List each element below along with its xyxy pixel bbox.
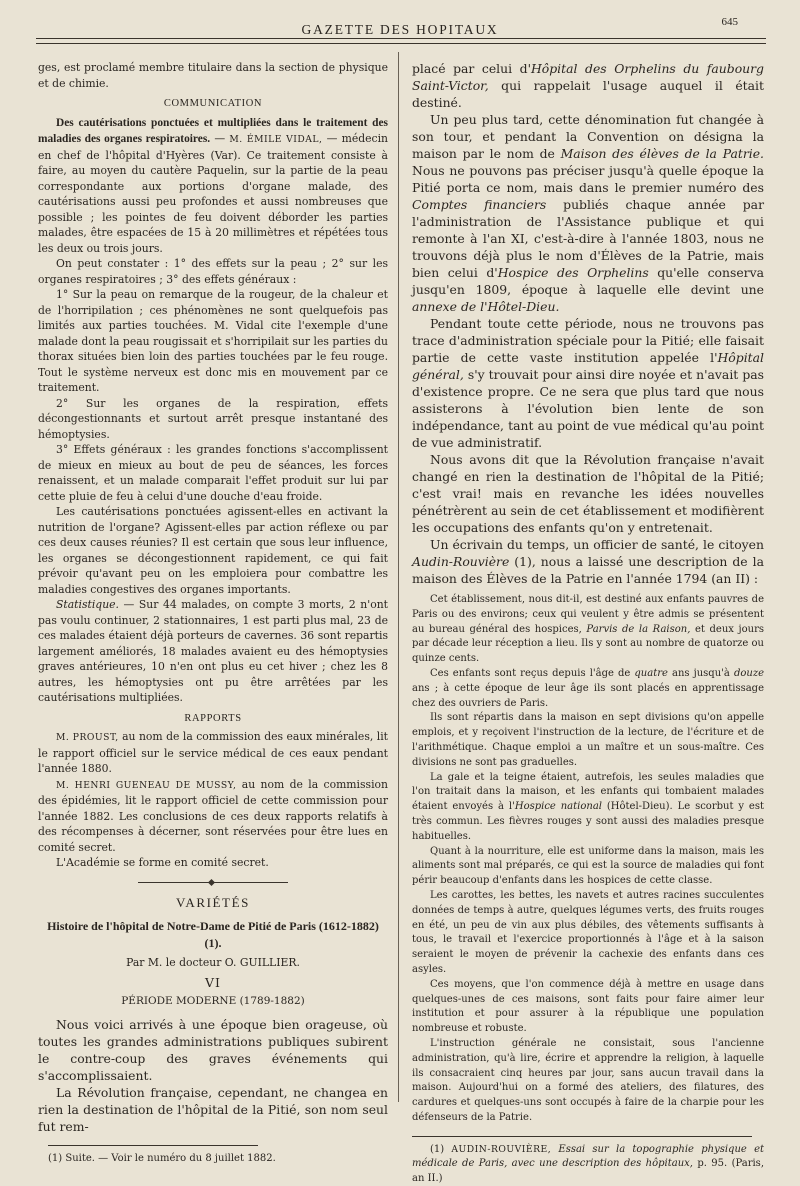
quote-p2-italic-2: douze bbox=[733, 667, 765, 679]
right-p2-c: publiés chaque année par l'administration de l'Assistance publique et qui remonte à l'an XI, c'est-à-dire à l'année 1803, nous ne trouvons déjà plus le nom d'Élèves de la Patrie, mais bien celui d' bbox=[412, 197, 764, 280]
right-p1-italic: Hôpital des Orphelins du faubourg Saint-Victor, bbox=[412, 61, 764, 93]
report-gueneau-name: M. HENRI GUENEAU DE MUSSY, bbox=[56, 779, 237, 791]
right-p5-italic: Audin-Rouvière bbox=[412, 554, 510, 569]
statistics-label: Statistique. bbox=[56, 598, 119, 611]
article-p1: — médecin en chef de l'hôpital d'Hyères (Var). Ce traitement consiste à faire, au moyen du cautère Paquelin, sur la partie de la peau correspondante aux portions d'organe malade, des cautérisations aussi peu profondes et aussi nombreuses que possible ; les pointes de feu doivent déborder les parties malades, être espacées de 15 à 20 millimètres et répétées tous les deux ou trois jours. bbox=[38, 132, 389, 255]
quote-p1 bbox=[412, 593, 764, 667]
article-body-start: — bbox=[214, 132, 230, 145]
right-p1-b: qui rappelait l'usage auquel il était destiné. bbox=[412, 78, 764, 110]
history-title: Histoire de l'hôpital de Notre-Dame de Pitié de Paris (1612-1882) (1). bbox=[47, 919, 379, 950]
rapports-heading: RAPPORTS bbox=[184, 712, 242, 724]
quote-p1-b: et deux jours par décade leur réception a lieu. Ils y sont au nombre de quatorze ou quinze cents. bbox=[412, 623, 764, 665]
right-p5 bbox=[412, 536, 764, 587]
right-p1-a: placé par celui d' bbox=[412, 61, 531, 76]
right-p3-italic: Hôpital général, bbox=[412, 350, 764, 382]
varietes-heading: VARIÉTÉS bbox=[176, 894, 250, 910]
report-proust bbox=[38, 729, 388, 777]
right-p5-b: (1), nous a laissé une description de la maison des Élèves de la Patrie en l'année 1794 (an II) : bbox=[412, 554, 764, 586]
right-p5-a: Un écrivain du temps, un officier de santé, le citoyen bbox=[430, 537, 764, 552]
right-p3-a: Pendant toute cette période, nous ne trouvons pas trace d'administration spéciale pour la Pitié; elle faisait partie de cette vaste institution appelée l' bbox=[412, 316, 764, 365]
chapter-number: VI bbox=[205, 974, 221, 990]
left-footnote: (1) Suite. — Voir le numéro du 8 juillet 1882. bbox=[48, 1152, 276, 1164]
quote-p4 bbox=[412, 771, 764, 845]
right-p2-italic-2: Comptes financiers bbox=[412, 197, 547, 212]
right-footnote-num: (1) bbox=[430, 1143, 452, 1155]
quote-p4-b: (Hôtel-Dieu). Le scorbut y est très commun. Les fièvres rouges y sont aussi des maladies presque habituelles. bbox=[412, 801, 764, 842]
right-p2-italic-4: annexe de l'Hôtel-Dieu. bbox=[412, 299, 560, 314]
left-column bbox=[38, 60, 388, 1166]
quote-p4-italic: Hospice national bbox=[514, 801, 602, 813]
history-p2: La Révolution française, cependant, ne changea en rien la destination de l'hôpital de la Pitié, son nom seul fut rem- bbox=[38, 1084, 388, 1134]
journal-title: GAZETTE DES HOPITAUX bbox=[301, 22, 499, 37]
article-p2: On peut constater : 1° des effets sur la peau ; 2° sur les organes respiratoires ; 3° des effets généraux : bbox=[38, 257, 388, 286]
statistics-paragraph bbox=[38, 597, 388, 706]
intro-paragraph: ges, est proclamé membre titulaire dans la section de physique et de chimie. bbox=[38, 61, 388, 90]
quote-p2-c: ans ; à cette époque de leur âge ils sont placés en apprentissage chez des ouvriers de Paris. bbox=[412, 682, 764, 709]
page-number: 645 bbox=[721, 16, 738, 28]
quote-p1-italic: Parvis de la Raison, bbox=[586, 623, 691, 635]
ornament-divider bbox=[138, 880, 288, 886]
right-p2-b: Nous ne pouvons pas préciser jusqu'à quelle époque la Pitié porta ce nom, mais dans le premier numéro des bbox=[412, 163, 764, 195]
quote-p2 bbox=[412, 667, 764, 711]
article-p3: 1° Sur la peau on remarque de la rougeur, de la chaleur et de l'horripilation ; ces phénomènes ne sont quelquefois pas limités aux parties touchées. M. Vidal cite l'exemple d'une malade dont la peau rougissait et s'horripilait sur les parties du thorax situées bien loin des parties touchées par le feu rouge. Tout le système nerveux est donc mis en mouvement par ce traitement. bbox=[38, 288, 388, 394]
communication-heading: COMMUNICATION bbox=[163, 98, 263, 109]
quote-p3: Ils sont répartis dans la maison en sept divisions qu'on appelle emplois, et y reçoivent l'instruction de la lecture, de l'écriture et de l'arithmétique. Chaque emploi a un maître et un sous-maître. Ces divisions ne sont pas graduelles. bbox=[412, 712, 764, 768]
right-p1 bbox=[412, 60, 764, 111]
report-secret: L'Académie se forme en comité secret. bbox=[56, 856, 269, 869]
right-p2-d: qu'elle conserva jusqu'en 1809, époque à laquelle elle devint une bbox=[412, 265, 764, 297]
right-footnote-work: Essai sur la topographie physique et médicale de Paris, avec une description des hôpitaux, bbox=[412, 1143, 765, 1170]
right-footnote-author: AUDIN-ROUVIÈRE, bbox=[451, 1143, 552, 1155]
right-p3 bbox=[412, 315, 764, 451]
right-footnote-ref: p. 95. (Paris, an II.) bbox=[412, 1158, 764, 1184]
quote-p2-b: ans jusqu'à bbox=[667, 667, 734, 679]
right-column bbox=[412, 60, 764, 1186]
report-proust-name: M. PROUST, bbox=[56, 732, 119, 743]
right-p2-italic-1: Maison des élèves de la Patrie. bbox=[560, 146, 764, 161]
quote-p4-a: La gale et la teigne étaient, autrefois, les seules maladies que l'on traitait dans la maison, et les enfants qui tombaient malades étaient envoyés à l' bbox=[412, 771, 764, 813]
footnote-rule bbox=[48, 1145, 258, 1146]
period-heading: PÉRIODE MODERNE (1789-1882) bbox=[121, 995, 305, 1007]
right-p2 bbox=[412, 111, 764, 315]
report-proust-text: au nom de la commission des eaux minérales, lit le rapport officiel sur le service médical de ces eaux pendant l'année 1880. bbox=[38, 730, 388, 775]
vidal-article-paragraph bbox=[38, 115, 388, 257]
report-gueneau bbox=[38, 777, 388, 856]
article-author: M. ÉMILE VIDAL, bbox=[229, 134, 323, 145]
report-gueneau-text: au nom de la commission des épidémies, lit le rapport officiel de cette commission pour l'année 1882. Les conclusions de ces deux rapports relatifs à des récompenses à décerner, sont réservées pour être lues en comité secret. bbox=[38, 777, 388, 854]
header-rule bbox=[36, 38, 766, 44]
quote-p5: Quant à la nourriture, elle est uniforme dans la maison, mais les aliments sont mal préparés, ce qui est la source de maladies qui font périr beaucoup d'enfants dans les hospices de cette classe. bbox=[412, 845, 764, 887]
article-title: Des cautérisations ponctuées et multipliées dans le traitement des maladies des organes respiratoires. bbox=[38, 116, 388, 145]
quote-p6: Les carottes, les bettes, les navets et autres racines succulentes données de temps à autre, quelques légumes verts, des fruits rouges en été, un peu de vin aux plus débiles, des vêtements suffisants à tous, le travail et l'exercice proportionnés à l'âge et à la saison seraient le moyen de prévenir la cachexie des enfants dans ces asyles. bbox=[412, 889, 764, 975]
right-p4: Nous avons dit que la Révolution française n'avait changé en rien la destination de l'hôpital de la Pitié; c'est vrai! mais en revanche les idées nouvelles pénétrèrent au sein de cet établissement et modifièrent les occupations des enfants qu'on y entretenait. bbox=[412, 452, 764, 535]
history-author: Par M. le docteur O. GUILLIER. bbox=[126, 956, 300, 969]
quote-p1-a: Cet établissement, nous dit-il, est destiné aux enfants pauvres de Paris ou des environs; ceux qui veulent y être admis se présentent au bureau général des hospices, bbox=[412, 594, 764, 635]
column-divider bbox=[398, 52, 399, 1102]
article-p4: 2° Sur les organes de la respiration, effets décongestionnants et surtout arrêt presque instantané des hémoptysies. bbox=[38, 396, 388, 441]
quote-p7: Ces moyens, que l'on commence déjà à mettre en usage dans quelques-unes de ces maisons, sont faits pour faire aimer leur institution et pour assurer à la république une population nombreuse et robuste. bbox=[412, 978, 764, 1035]
article-p6: Les cautérisations ponctuées agissent-elles en activant la nutrition de l'organe? Agissent-elles par action réflexe ou par ces deux causes réunies? Il est certain que sous leur influence, les organes se décongestionnent rapidement, ce qui fait prévoir qu'avant peu on les emploiera pour combattre les maladies congestives des organes importants. bbox=[38, 505, 388, 596]
quote-p2-italic-1: quatre bbox=[634, 667, 668, 679]
right-p2-italic-3: Hospice des Orphelins bbox=[497, 265, 649, 280]
right-footnote bbox=[412, 1143, 764, 1186]
quote-p2-a: Ces enfants sont reçus depuis l'âge de bbox=[430, 667, 635, 679]
article-p5: 3° Effets généraux : les grandes fonctions s'accomplissent de mieux en mieux au bout de peu de séances, les forces renaissent, et un malade comparait l'effet produit sur lui par cette pluie de feu à celui d'une douche d'eau froide. bbox=[38, 443, 388, 503]
right-p3-b: s'y trouvait pour ainsi dire noyée et n'avait pas d'existence propre. Ce ne sera que plus tard que nous assisterons à l'évolution bien lente de son indépendance, tant au point de vue médical qu'au point de vue administratif. bbox=[412, 367, 764, 450]
right-p2-a: Un peu plus tard, cette dénomination fut changée à son tour, et pendant la Convention on désigna la maison par le nom de bbox=[412, 112, 764, 161]
quote-p8: L'instruction générale ne consistait, sous l'ancienne administration, qu'à lire, écrire et apprendre la religion, à laquelle ils consacraient cinq heures par jour, sans aucun travail dans la maison. Aujourd'hui on a formé des ateliers, des filatures, des cardures et quelques-uns sont occupés à faire de la charpie pour les défenseurs de la Patrie. bbox=[412, 1037, 764, 1123]
statistics-text: — Sur 44 malades, on compte 3 morts, 2 n'ont pas voulu continuer, 2 stationnaires, 1 est parti plus mal, 23 de ces malades étaient déjà porteurs de cavernes. 36 sont repartis largement améliorés, 18 malades avaient eu des hémoptysies graves antérieures, 10 n'en ont plus eu cet hiver ; chez les 8 autres, les hémoptysies ont pu être arrêtées par les cautérisations multipliées. bbox=[38, 598, 388, 704]
history-p1: Nous voici arrivés à une époque bien orageuse, où toutes les grandes administrations publiques subirent le contre-coup des graves événements qui s'accomplissaient. bbox=[38, 1016, 388, 1083]
right-footnote-rule bbox=[412, 1136, 752, 1137]
